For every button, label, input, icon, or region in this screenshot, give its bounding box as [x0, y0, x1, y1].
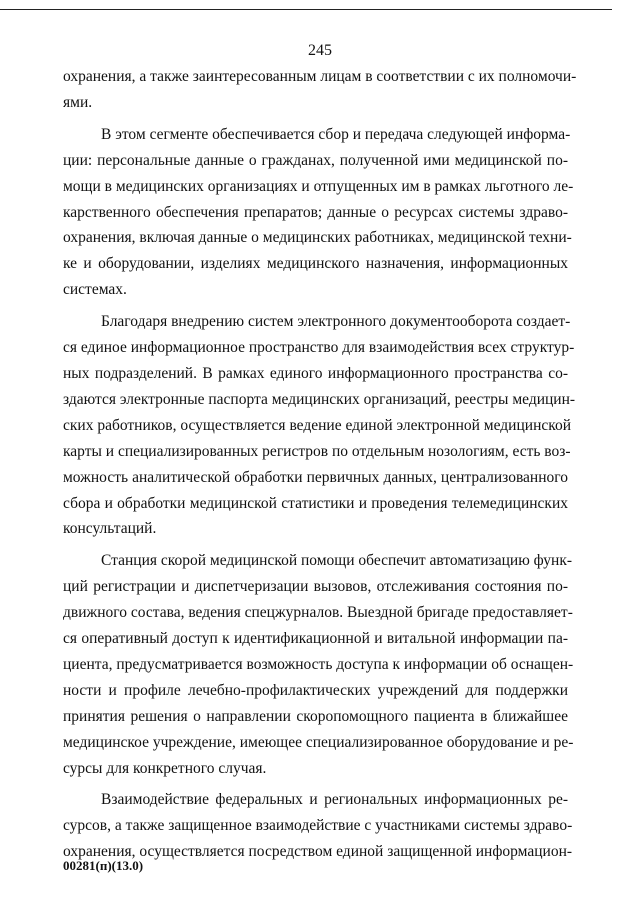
text-line: ции: персональные данные о гражданах, полученной ими медицинской по- [63, 151, 568, 169]
text-line: системах. [63, 281, 127, 299]
text-line: медицинское учреждение, имеющее специализированное оборудование и ре- [63, 733, 574, 751]
paragraph-1 [63, 64, 577, 116]
text-line: ных подразделений. В рамках единого информационного пространства со- [63, 364, 568, 382]
text-line: движного состава, ведения спецжурналов. Выездной бригаде предоставляет- [63, 604, 573, 622]
paragraph-5 [63, 787, 573, 865]
top-rule [0, 9, 612, 10]
document-footer-code: 00281(п)(13.0) [63, 858, 144, 873]
text-line: В этом сегменте обеспечивается сбор и передача следующей информа- [101, 125, 571, 143]
text-line: охранения, а также заинтересованным лицам в соответствии с их полномочи- [63, 68, 577, 85]
text-line: можность аналитической обработки первичных данных, централизованного [63, 468, 568, 486]
text-line: сурсы для конкретного случая. [63, 759, 267, 777]
text-line: принятия решения о направлении скоропомощного пациента в ближайшее [63, 707, 568, 725]
text-line: карты и специализированных регистров по отдельным нозологиям, есть воз- [63, 442, 571, 460]
text-line: охранения, осуществляется посредством единой защищенной информацион- [63, 843, 573, 861]
text-line: сурсов, а также защищенное взаимодействие с участниками системы здраво- [63, 817, 573, 835]
text-line: ций регистрации и диспетчеризации вызовов, отслеживания состояния по- [63, 578, 568, 596]
paragraph-3 [63, 309, 576, 542]
text-line: ке и оборудовании, изделиях медицинского назначения, информационных [63, 255, 568, 273]
paragraph-2 [63, 122, 574, 303]
text-line: ями. [63, 93, 93, 111]
text-line: циента, предусматривается возможность доступа к информации об оснащен- [63, 655, 574, 673]
paragraph-4 [63, 548, 574, 781]
text-line: охранения, включая данные о медицинских работниках, медицинской техни- [63, 229, 572, 247]
document-body [63, 64, 577, 865]
text-line: ских работников, осуществляется ведение единой электронной медицинской [63, 416, 572, 434]
text-line: здаются электронные паспорта медицинских организаций, реестры медицин- [63, 390, 576, 408]
text-line: консультаций. [63, 520, 157, 538]
text-line: Станция скорой медицинской помощи обеспечит автоматизацию функ- [101, 552, 573, 570]
text-line: ности и профиле лечебно-профилактических учреждений для поддержки [63, 681, 568, 699]
text-line: ся оперативный доступ к идентификационной и витальной информации па- [63, 630, 568, 648]
page-number: 245 [308, 42, 332, 59]
text-line: сбора и обработки медицинской статистики и проведения телемедицинских [63, 494, 568, 512]
text-line: ся единое информационное пространство для взаимодействия всех структур- [63, 339, 575, 357]
text-line: Взаимодействие федеральных и региональных информационных ре- [101, 791, 568, 809]
text-line: Благодаря внедрению систем электронного документооборота создает- [101, 313, 571, 331]
text-line: карственного обеспечения препаратов; данные о ресурсах системы здраво- [63, 203, 568, 221]
text-line: мощи в медицинских организациях и отпущенных им в рамках льготного ле- [63, 177, 574, 195]
